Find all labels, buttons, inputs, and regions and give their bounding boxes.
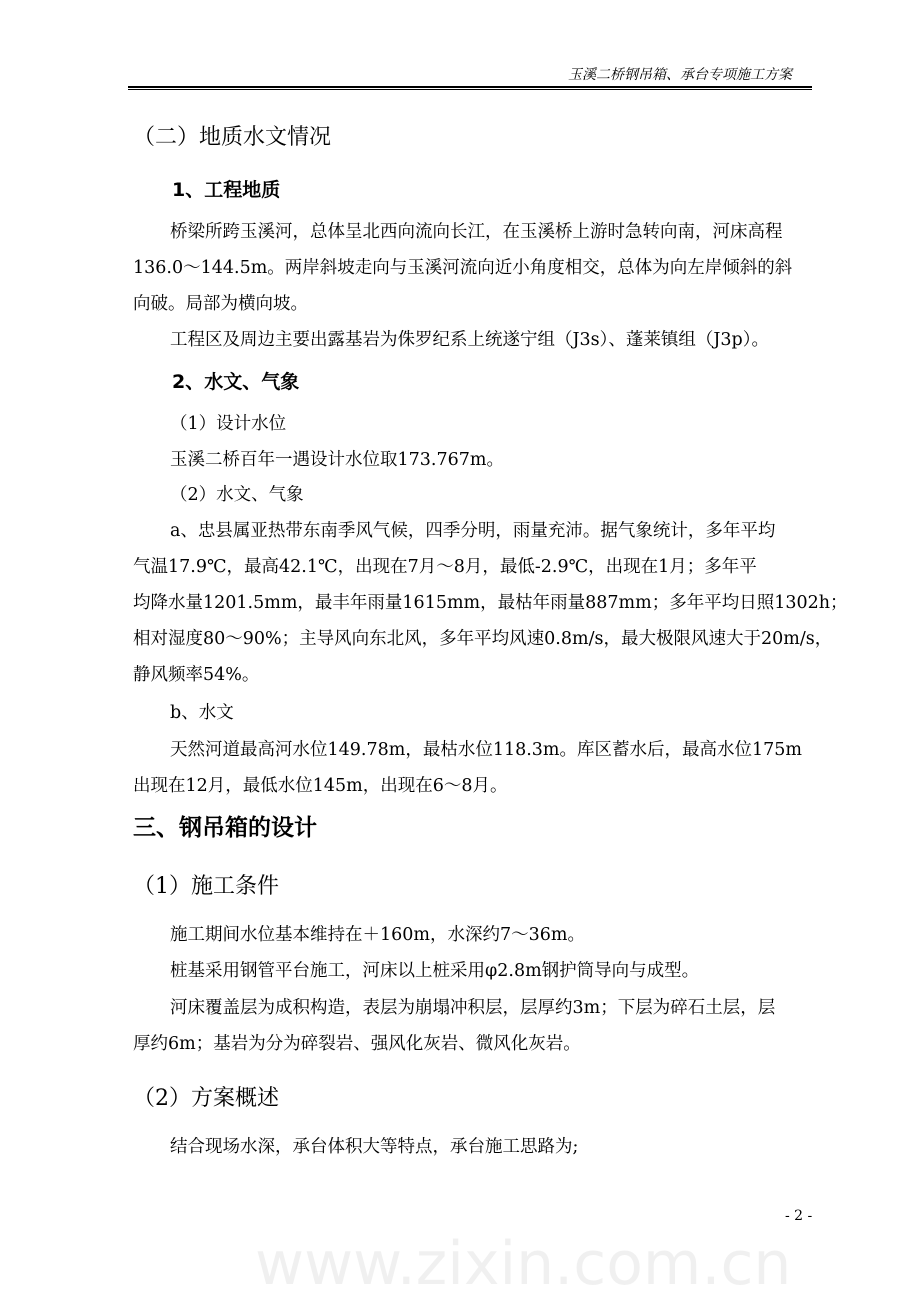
paragraph-line: 向破。局部为横向坡。 <box>133 294 308 314</box>
section-heading: （2）方案概述 <box>133 1086 279 1111</box>
paragraph-line: 河床覆盖层为成积构造，表层为崩塌冲积层，层厚约3m；下层为碎石土层，层 <box>170 998 776 1018</box>
sub-heading: （1）设计水位 <box>170 414 287 434</box>
header-rule <box>128 86 812 90</box>
section-heading: （1）施工条件 <box>133 874 279 899</box>
paragraph-line: 工程区及周边主要出露基岩为侏罗纪系上统遂宁组（J3s）、蓬莱镇组（J3p）。 <box>170 330 769 350</box>
paragraph-line: 气温17.9℃，最高42.1℃，出现在7月～8月，最低-2.9℃，出现在1月；多年平 <box>133 557 757 577</box>
sub-heading: （2）水文、气象 <box>170 485 304 505</box>
paragraph-line: 出现在12月，最低水位145m，出现在6～8月。 <box>133 776 508 796</box>
paragraph-line: 相对湿度80～90%；主导风向东北风，多年平均风速0.8m/s，最大极限风速大于20m/s， <box>133 629 833 649</box>
paragraph-line: 天然河道最高河水位149.78m，最枯水位118.3m。库区蓄水后，最高水位175m <box>170 740 803 760</box>
paragraph-line: 厚约6m；基岩为分为碎裂岩、强风化灰岩、微风化灰岩。 <box>133 1034 581 1054</box>
chapter-heading: 三、钢吊箱的设计 <box>133 815 317 841</box>
paragraph-line: 桥梁所跨玉溪河，总体呈北西向流向长江，在玉溪桥上游时急转向南，河床高程 <box>170 222 783 242</box>
section-heading: （二）地质水文情况 <box>133 125 332 150</box>
paragraph-line: 136.0～144.5m。两岸斜坡走向与玉溪河流向近小角度相交，总体为向左岸倾斜的斜 <box>133 258 793 278</box>
paragraph-line: 桩基采用钢管平台施工，河床以上桩采用φ2.8m钢护筒导向与成型。 <box>170 961 700 981</box>
subsection-heading: 2、水文、气象 <box>172 371 300 393</box>
paragraph-line: 玉溪二桥百年一遇设计水位取173.767m。 <box>170 450 504 470</box>
paragraph-line: a、忠县属亚热带东南季风气候，四季分明，雨量充沛。据气象统计，多年平均 <box>170 521 776 541</box>
paragraph-line: 均降水量1201.5mm，最丰年雨量1615mm，最枯年雨量887mm；多年平均日照1302h； <box>133 593 848 613</box>
paragraph-line: 施工期间水位基本维持在＋160m，水深约7～36m。 <box>170 925 585 945</box>
watermark: www.zixin.com.cn <box>255 1229 792 1299</box>
paragraph-line: 静风频率54%。 <box>133 665 260 685</box>
sub-heading: b、水文 <box>170 703 234 723</box>
subsection-heading: 1、工程地质 <box>172 179 281 201</box>
paragraph-line: 结合现场水深，承台体积大等特点，承台施工思路为; <box>170 1137 579 1157</box>
page-number: - 2 - <box>785 1208 813 1224</box>
running-header: 玉溪二桥钢吊箱、承台专项施工方案 <box>568 67 792 83</box>
